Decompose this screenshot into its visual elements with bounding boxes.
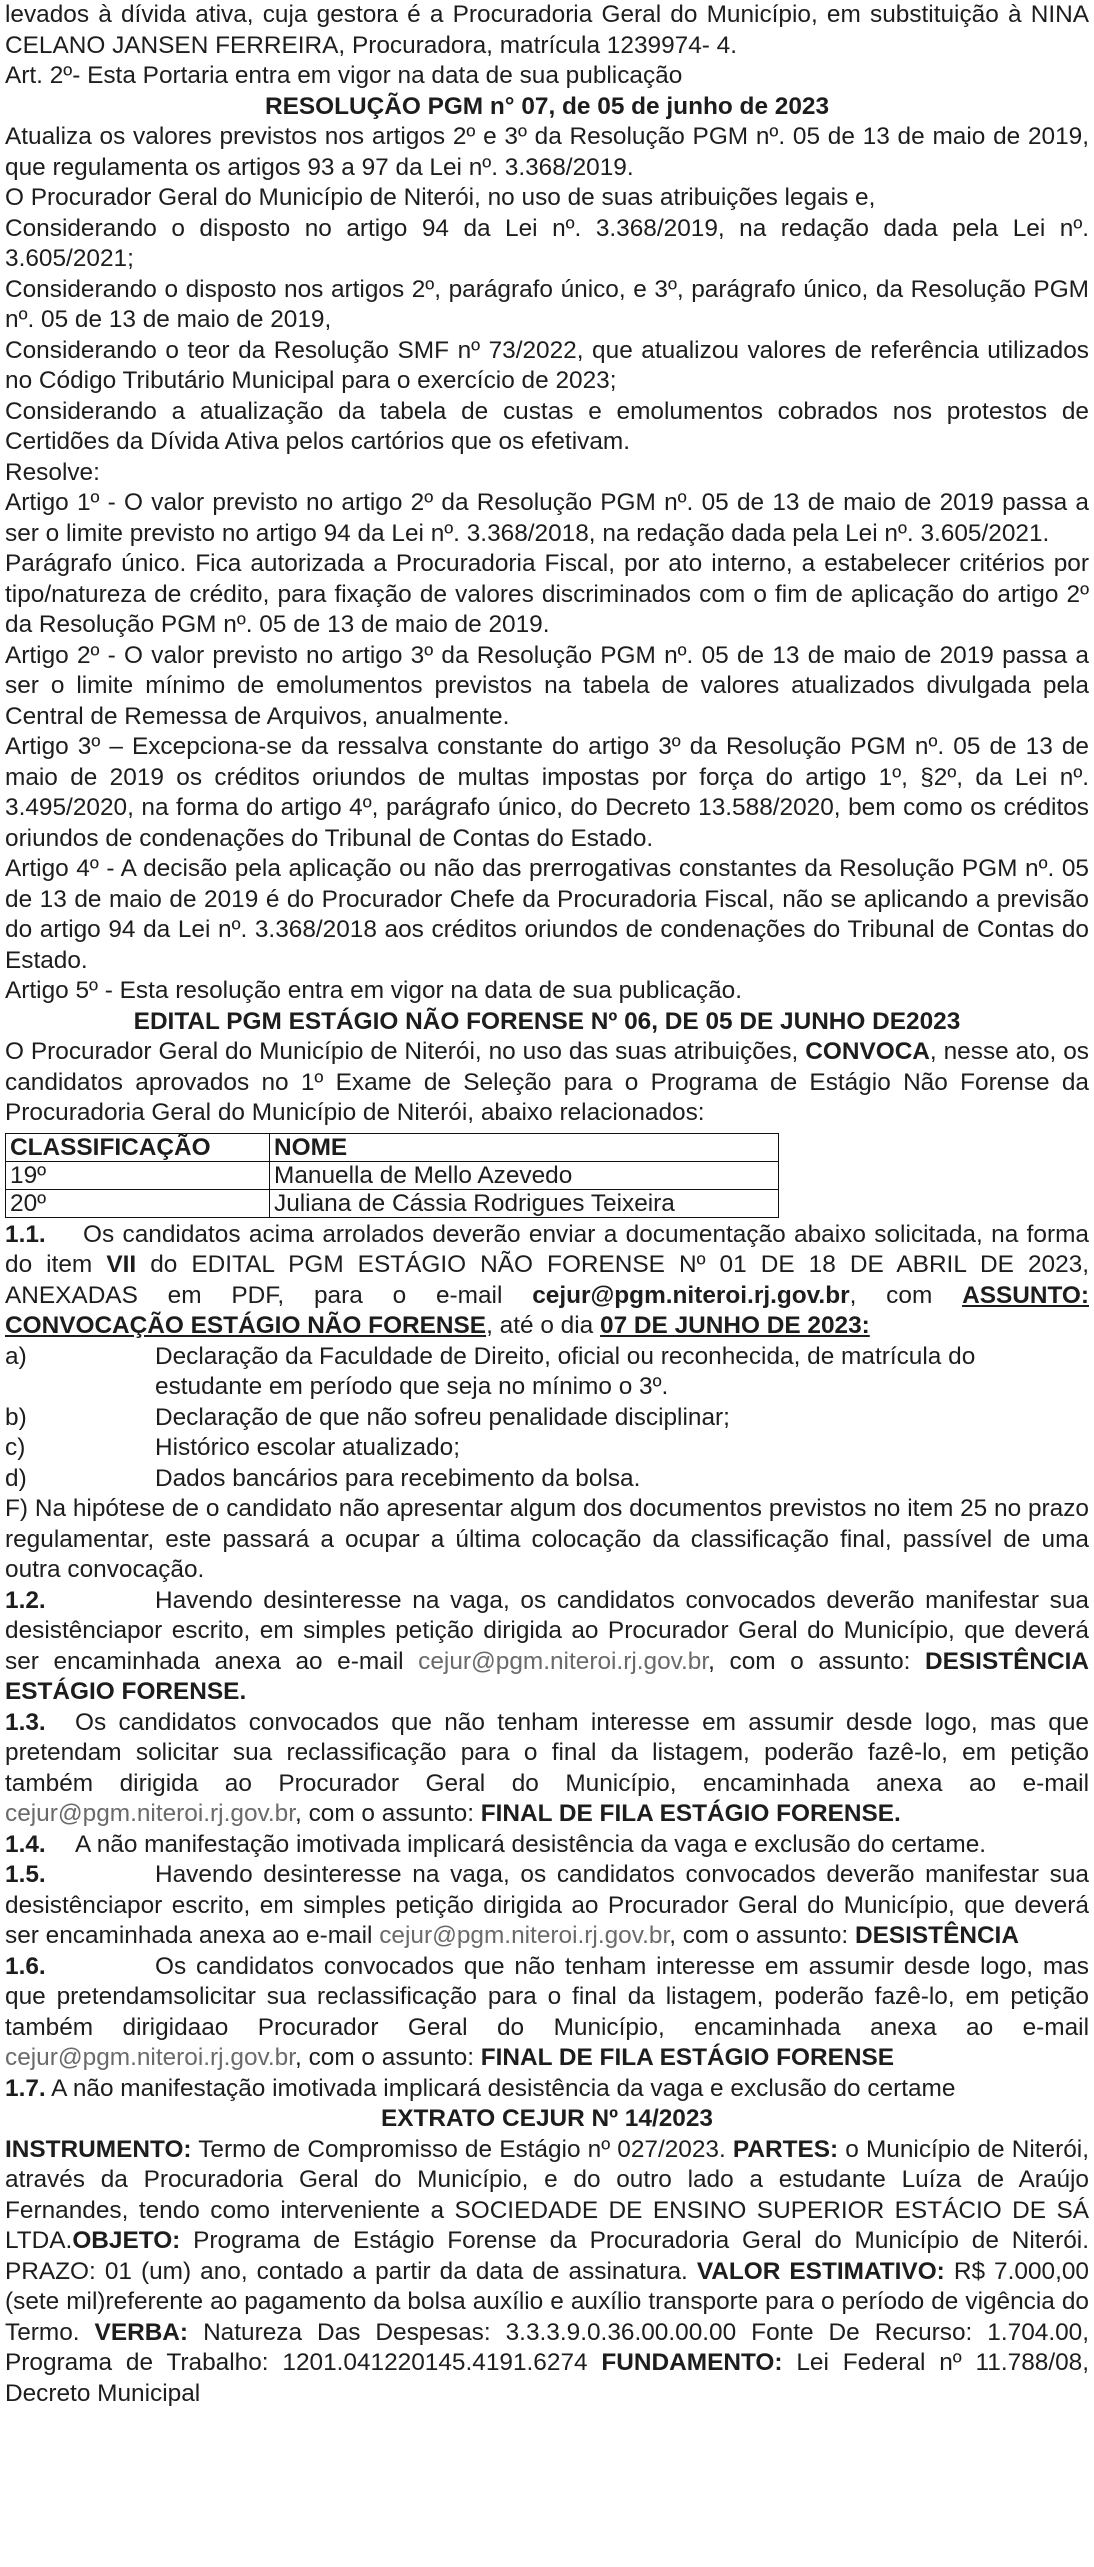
- classification-table: [5, 1133, 779, 1218]
- email-link: cejur@pgm.niteroi.rj.gov.br: [532, 1281, 850, 1309]
- extrato-title: EXTRATO CEJUR Nº 14/2023: [381, 2105, 713, 2132]
- list-item: a) Declaração da Faculdade de Direito, oficial ou reconhecida, de matrícula do estudante em período que seja no mínimo o 3º.: [5, 1342, 976, 1400]
- paragraph: O Procurador Geral do Município de Niterói, no uso de suas atribuições legais e,: [5, 184, 876, 211]
- item-1-4: 1.4. A não manifestação imotivada implicará desistência da vaga e exclusão do certame.: [5, 1830, 987, 1858]
- table-cell: 19º: [6, 1161, 270, 1189]
- resolucao-title: RESOLUÇÃO PGM n° 07, de 05 de junho de 2023: [264, 92, 830, 120]
- edital-title: EDITAL PGM ESTÁGIO NÃO FORENSE Nº 06, DE 05 DE JUNHO DE2023: [133, 1007, 961, 1035]
- table-row: [6, 1161, 779, 1189]
- item-1-1: 1.1. Os candidatos acima arrolados deverão enviar a documentação abaixo solicitada, na forma do item VII do EDITAL PGM ESTÁGIO NÃO FORENSE Nº 01 DE 18 DE ABRIL DE 2023, ANEXADAS em PDF, para o e-mail cejur@pgm.niteroi.rj.gov.br, com ASSUNTO: CONVOCAÇÃO ESTÁGIO NÃO FORENSE, até o dia 07 DE JUNHO DE 2023:: [5, 1220, 1090, 1339]
- paragraph: Considerando o disposto nos artigos 2º, parágrafo único, e 3º, parágrafo único, da Resolução PGM nº. 05 de 13 de maio de 2019,: [5, 275, 1089, 333]
- column-header: NOME: [270, 1133, 779, 1161]
- intro-line: levados à dívida ativa, cuja gestora é a Procuradoria Geral do Município, em substituição à NINA CELANO JANSEN FERREIRA, Procuradora, matrícula 1239974- 4.: [5, 1, 1089, 59]
- item-1-6: 1.6. Os candidatos convocados que não tenham interesse em assumir desde logo, mas que pretendamsolicitar sua reclassificação para o final da listagem, poderão fazê-lo, em petição também dirigidaao Procurador Geral do Município, encaminhada anexa ao e-mail cejur@pgm.niteroi.rj.gov.br, com o assunto: FINAL DE FILA ESTÁGIO FORENSE: [5, 1952, 1089, 2071]
- table-cell: 20º: [6, 1189, 270, 1217]
- item-1-7: 1.7. A não manifestação imotivada implicará desistência da vaga e exclusão do certame: [5, 2074, 956, 2102]
- item-1-5: 1.5. Havendo desinteresse na vaga, os candidatos convocados deverão manifestar sua desistênciapor escrito, em simples petição dirigida ao Procurador Geral do Município, que deverá ser encaminhada anexa ao e-mail cejur@pgm.niteroi.rj.gov.br, com o assunto: DESISTÊNCIA: [5, 1861, 1089, 1949]
- intro-line: Art. 2º- Esta Portaria entra em vigor na data de sua publicação: [5, 62, 683, 89]
- paragraph: Parágrafo único. Fica autorizada a Procuradoria Fiscal, por ato interno, a estabelecer critérios por tipo/natureza de crédito, para fixação de valores discriminados com o fim de aplicação do artigo 2º da Resolução PGM nº. 05 de 13 de maio de 2019.: [5, 550, 1089, 638]
- paragraph: Considerando o teor da Resolução SMF nº 73/2022, que atualizou valores de referência utilizados no Código Tributário Municipal para o exercício de 2023;: [5, 336, 1089, 394]
- list-item: c) Histórico escolar atualizado;: [5, 1434, 461, 1461]
- paragraph: Artigo 5º - Esta resolução entra em vigor na data de sua publicação.: [5, 977, 742, 1004]
- table-row: [6, 1189, 779, 1217]
- item-1-2: 1.2. Havendo desinteresse na vaga, os candidatos convocados deverão manifestar sua desistênciapor escrito, em simples petição dirigida ao Procurador Geral do Município, que deverá ser encaminhada anexa ao e-mail cejur@pgm.niteroi.rj.gov.br, com o assunto: DESISTÊNCIA ESTÁGIO FORENSE.: [5, 1586, 1090, 1705]
- column-header: CLASSIFICAÇÃO: [6, 1133, 270, 1161]
- table-cell: Juliana de Cássia Rodrigues Teixeira: [270, 1189, 779, 1217]
- paragraph: Resolve:: [5, 458, 100, 486]
- paragraph: Artigo 4º - A decisão pela aplicação ou não das prerrogativas constantes da Resolução PGM nº. 05 de 13 de maio de 2019 é do Procurador Chefe da Procuradoria Fiscal, não se aplicando a previsão do artigo 94 da Lei nº. 3.368/2018 aos créditos oriundos de condenações do Tribunal de Contas do Estado.: [5, 855, 1089, 974]
- email-link: cejur@pgm.niteroi.rj.gov.br: [418, 1647, 709, 1675]
- paragraph: Artigo 2º - O valor previsto no artigo 3º da Resolução PGM nº. 05 de 13 de maio de 2019 passa a ser o limite mínimo de emolumentos previstos na tabela de valores atualizados divulgada pela Central de Remessa de Arquivos, anualmente.: [5, 641, 1089, 730]
- edital-intro: O Procurador Geral do Município de Niterói, no uso das suas atribuições, CONVOCA, nesse ato, os candidatos aprovados no 1º Exame de Seleção para o Programa de Estágio Não Forense da Procuradoria Geral do Município de Niterói, abaixo relacionados:: [5, 1038, 1089, 1126]
- item-1-3: 1.3. Os candidatos convocados que não tenham interesse em assumir desde logo, mas que pretendam solicitar sua reclassificação para o final da listagem, poderão fazê-lo, em petição também dirigida ao Procurador Geral do Município, encaminhada anexa ao e-mail cejur@pgm.niteroi.rj.gov.br, com o assunto: FINAL DE FILA ESTÁGIO FORENSE.: [5, 1708, 1089, 1827]
- item-f: F) Na hipótese de o candidato não apresentar algum dos documentos previstos no item 25 no prazo regulamentar, este passará a ocupar a última colocação da classificação final, passível de uma outra convocação.: [5, 1495, 1089, 1583]
- email-link: cejur@pgm.niteroi.rj.gov.br: [5, 2044, 296, 2071]
- paragraph: Atualiza os valores previstos nos artigos 2º e 3º da Resolução PGM nº. 05 de 13 de maio de 2019, que regulamenta os artigos 93 a 97 da Lei nº. 3.368/2019.: [5, 123, 1089, 181]
- email-link: cejur@pgm.niteroi.rj.gov.br: [5, 1800, 296, 1827]
- document-list: [5, 1342, 1089, 1495]
- list-item: b) Declaração de que não sofreu penalidade disciplinar;: [5, 1403, 730, 1431]
- list-item: d) Dados bancários para recebimento da bolsa.: [5, 1464, 641, 1492]
- extrato-body: INSTRUMENTO: Termo de Compromisso de Estágio nº 027/2023. PARTES: o Município de Niterói, através da Procuradoria Geral do Município, e do outro lado a estudante Luíza de Araújo Fernandes, tendo como interveniente a SOCIEDADE DE ENSINO SUPERIOR ESTÁCIO DE SÁ LTDA.OBJETO: Programa de Estágio Forense da Procuradoria Geral do Município de Niterói. PRAZO: 01 (um) ano, contado a partir da data de assinatura. VALOR ESTIMATIVO: R$ 7.000,00 (sete mil)referente ao pagamento da bolsa auxílio e auxílio transporte para o período de vigência do Termo. VERBA: Natureza Das Despesas: 3.3.3.9.0.36.00.00.00 Fonte De Recurso: 1.704.00, Programa de Trabalho: 1201.041220145.4191.6274 FUNDAMENTO: Lei Federal nº 11.788/08, Decreto Municipal: [5, 2135, 1090, 2407]
- table-cell: Manuella de Mello Azevedo: [270, 1161, 779, 1189]
- resolucao-body: [5, 122, 1089, 1007]
- table-header-row: [6, 1133, 779, 1161]
- paragraph: Artigo 1º - O valor previsto no artigo 2º da Resolução PGM nº. 05 de 13 de maio de 2019 passa a ser o limite previsto no artigo 94 da Lei nº. 3.368/2018, na redação dada pela Lei nº. 3.605/2021.: [5, 489, 1089, 547]
- email-link: cejur@pgm.niteroi.rj.gov.br: [379, 1922, 670, 1949]
- paragraph: Considerando a atualização da tabela de custas e emolumentos cobrados nos protestos de Certidões da Dívida Ativa pelos cartórios que os efetivam.: [5, 397, 1089, 455]
- paragraph: Considerando o disposto no artigo 94 da Lei nº. 3.368/2019, na redação dada pela Lei nº. 3.605/2021;: [5, 214, 1089, 272]
- convoca-text: CONVOCA: [805, 1038, 930, 1065]
- paragraph: Artigo 3º – Excepciona-se da ressalva constante do artigo 3º da Resolução PGM nº. 05 de 13 de maio de 2019 os créditos oriundos de multas impostas por força do artigo 1º, §2º, da Lei nº. 3.495/2020, na forma do artigo 4º, parágrafo único, do Decreto 13.588/2020, bem como os créditos oriundos de condenações do Tribunal de Contas do Estado.: [5, 733, 1089, 852]
